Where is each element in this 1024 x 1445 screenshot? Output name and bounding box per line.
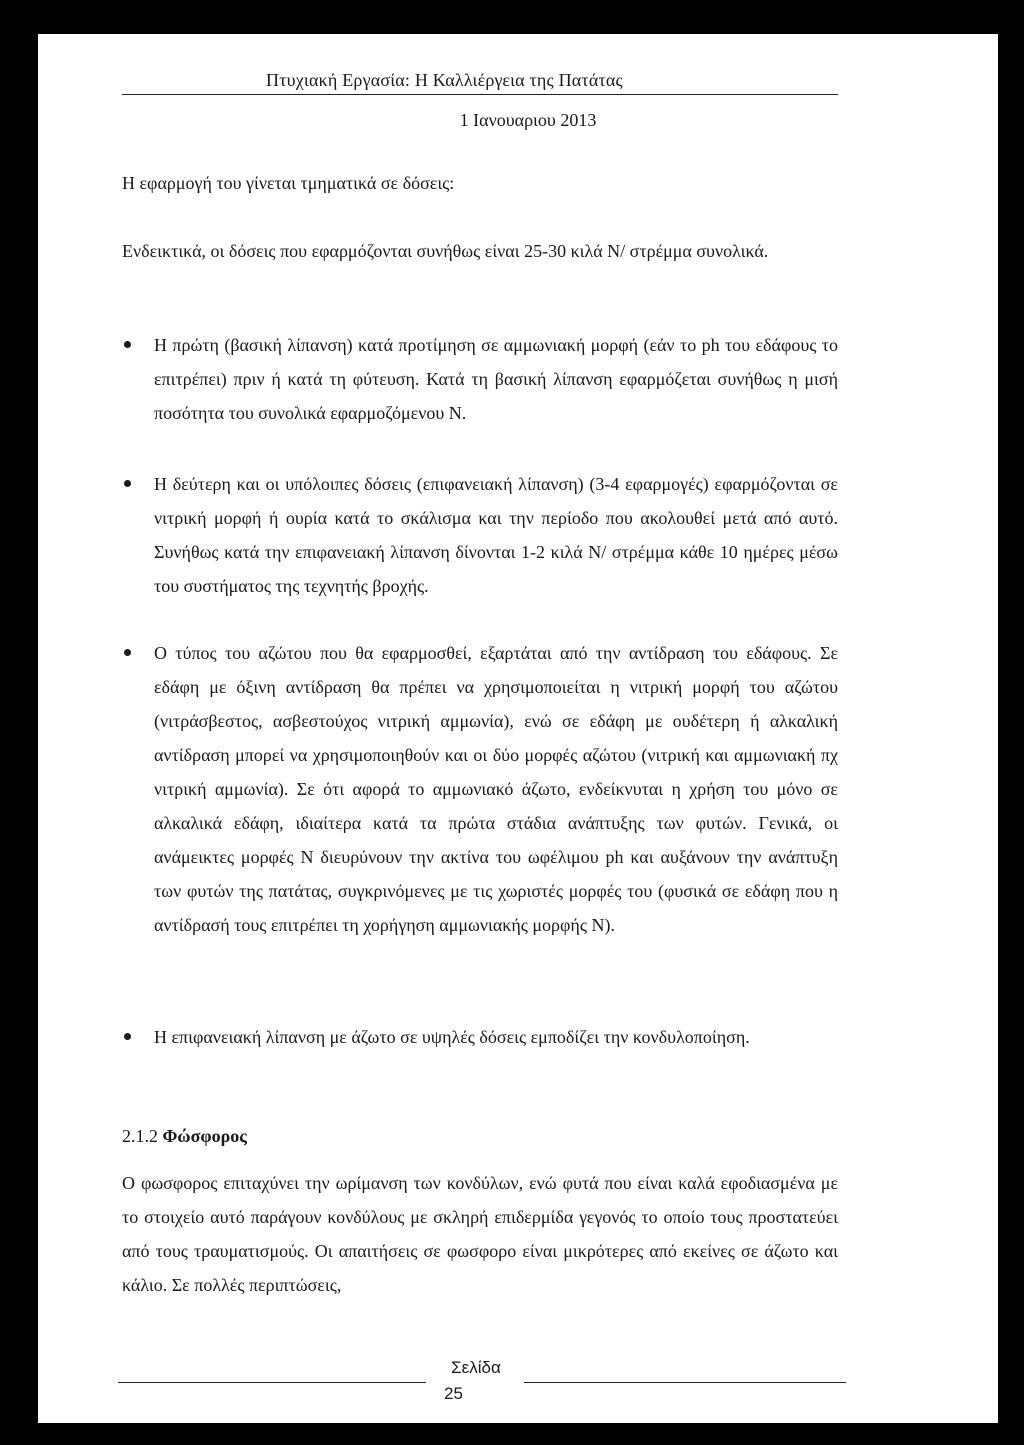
- section-number: 2.1.2: [122, 1126, 158, 1146]
- list-item-text: Ο τύπος του αζώτου που θα εφαρμοσθεί, εξαρτάται από την αντίδραση του εδάφους. Σε εδάφη με όξινη αντίδραση θα πρέπει να χρησιμοποιείται η νιτρική μορφή του αζώτου (νιτράσβεστος, ασβεστούχος νιτρική αμμωνία), ενώ σε εδάφη με ουδέτερη ή αλκαλική αντίδραση μπορεί να χρησιμοποιηθούν και οι δύο μορφές αζώτου (νιτρική και αμμωνιακή πχ νιτρική αμμωνία). Σε ότι αφορά το αμμωνιακό άζωτο, ενδείκνυται η χρήση του μόνο σε αλκαλικά εδάφη, ιδιαίτερα κατά τα πρώτα στάδια ανάπτυξης των φυτών. Γενικά, οι ανάμεικτες μορφές Ν διευρύνουν την ακτίνα του ωφέλιμου ph και αυξάνουν την ανάπτυξη των φυτών της πατάτας, συγκρινόμενες με τις χωριστές μορφές του (φυσικά σε εδάφη που η αντίδρασή τους επιτρέπει τη χορήγηση αμμωνιακής μορφής Ν).: [154, 643, 838, 935]
- list-item-text: Η πρώτη (βασική λίπανση) κατά προτίμηση σε αμμωνιακή μορφή (εάν το ph του εδάφους το επιτρέπει) πριν ή κατά τη φύτευση. Κατά τη βασική λίπανση εφαρμόζεται συνήθως η μισή ποσότητα του συνολικά εφαρμοζόμενου Ν.: [154, 335, 838, 423]
- footer-rule-left: [118, 1382, 426, 1383]
- scan-border-bottom: [0, 1423, 1024, 1445]
- section-heading: [122, 1119, 247, 1153]
- bullet-icon: [124, 649, 131, 656]
- footer-page-number: 25: [444, 1384, 463, 1403]
- intro-paragraph: Ενδεικτικά, οι δόσεις που εφαρμόζονται συνήθως είναι 25-30 κιλά Ν/ στρέμμα συνολικά.: [122, 241, 769, 261]
- bullet-icon: [124, 341, 131, 348]
- section-body: Ο φωσφορος επιταχύνει την ωρίμανση των κονδύλων, ενώ φυτά που είναι καλά εφοδιασμένα με το στοιχείο αυτό παράγουν κονδύλους με σκληρή επιδερμίδα γεγονός το οποίο τους προστατεύει από τους τραυματισμούς. Οι απαιτήσεις σε φωσφορο είναι μικρότερες από εκείνες σε άζωτο και κάλιο. Σε πολλές περιπτώσεις,: [122, 1173, 838, 1295]
- header-rule: [122, 94, 838, 95]
- list-item-text: Η δεύτερη και οι υπόλοιπες δόσεις (επιφανειακή λίπανση) (3-4 εφαρμογές) εφαρμόζονται σε νιτρική μορφή ή ουρία κατά το σκάλισμα και την περίοδο που ακολουθεί μετά από αυτό. Συνήθως κατά την επιφανειακή λίπανση δίνονται 1-2 κιλά Ν/ στρέμμα κάθε 10 ημέρες μέσω του συστήματος της τεχνητής βροχής.: [154, 474, 838, 596]
- list-item: [122, 1020, 838, 1054]
- list-item-text: Η επιφανειακή λίπανση με άζωτο σε υψηλές δόσεις εμποδίζει την κονδυλοποίηση.: [154, 1027, 750, 1047]
- running-header-date: 1 Ιανουαριου 2013: [459, 110, 597, 130]
- list-item: [122, 467, 838, 603]
- bullet-icon: [124, 480, 131, 487]
- list-item: [122, 328, 838, 430]
- bullet-icon: [124, 1033, 131, 1040]
- footer-page-label: Σελίδα: [451, 1358, 501, 1377]
- section-title: Φώσφορος: [162, 1126, 247, 1146]
- intro-line: Η εφαρμογή του γίνεται τμηματικά σε δόσεις:: [122, 173, 455, 193]
- list-item: [122, 636, 838, 942]
- running-header-title: Πτυχιακή Εργασία: Η Καλλιέργεια της Πατάτας: [266, 70, 623, 90]
- scan-border-top: [0, 0, 1024, 34]
- footer-rule-right: [524, 1382, 846, 1383]
